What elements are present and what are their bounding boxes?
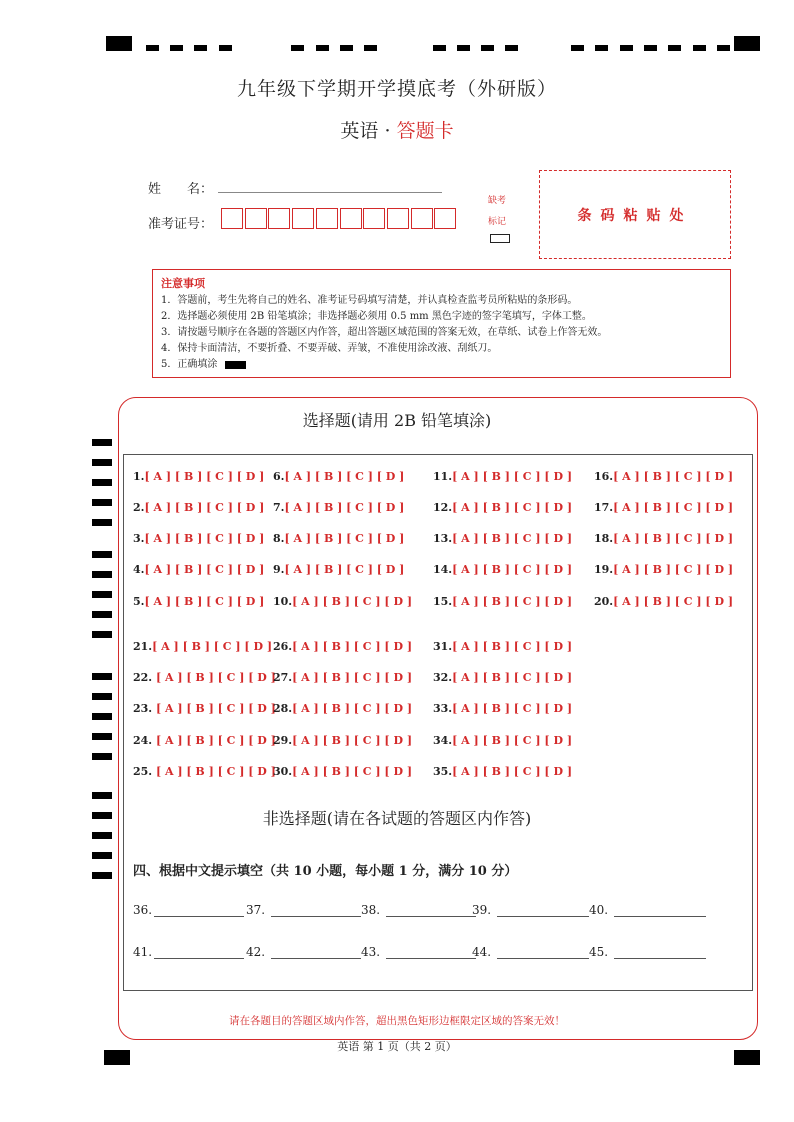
blank-item	[246, 945, 361, 959]
timing-mark	[505, 45, 518, 51]
answer-options[interactable]: [ A ] [ B ] [ C ] [ D ]	[152, 640, 273, 653]
question-number: 2.	[133, 501, 145, 514]
nonchoice-section-title: 非选择题(请在各试题的答题区内作答)	[262, 809, 532, 828]
timing-mark	[194, 45, 207, 51]
answer-options[interactable]: [ A ] [ B ] [ C ] [ D ]	[292, 765, 413, 778]
barcode-label: 条码粘贴处	[577, 207, 693, 224]
exam-id-digit-box[interactable]	[268, 208, 290, 229]
exam-title: 九年级下学期开学摸底考（外研版）	[236, 78, 557, 100]
choice-question[interactable]	[433, 702, 572, 715]
exam-id-label: 准考证号：	[148, 217, 214, 232]
timing-mark	[92, 519, 112, 526]
choice-question[interactable]	[594, 501, 733, 514]
question-number: 18.	[594, 532, 614, 545]
question-number: 24.	[133, 734, 156, 747]
question-number: 33.	[433, 702, 453, 715]
question-number: 3.	[133, 532, 145, 545]
timing-mark	[668, 45, 681, 51]
question-number: 5.	[133, 595, 145, 608]
corner-mark-top-right	[734, 36, 760, 51]
absent-label-2: 标记	[488, 217, 507, 227]
question-number: 34.	[433, 734, 453, 747]
timing-mark	[92, 733, 112, 740]
blank-answer-line[interactable]	[386, 904, 476, 917]
exam-id-digit-box[interactable]	[340, 208, 362, 229]
card-subtitle	[0, 116, 794, 143]
answer-options[interactable]: [ A ] [ B ] [ C ] [ D ]	[284, 563, 405, 576]
choice-question[interactable]	[594, 563, 733, 576]
answer-options[interactable]: [ A ] [ B ] [ C ] [ D ]	[452, 470, 573, 483]
choice-question[interactable]	[273, 470, 404, 483]
choice-question[interactable]	[273, 501, 404, 514]
blank-answer-line[interactable]	[614, 904, 706, 917]
blank-number: 41.	[133, 945, 153, 959]
answer-options[interactable]: [ A ] [ B ] [ C ] [ D ]	[452, 532, 573, 545]
answer-options[interactable]: [ A ] [ B ] [ C ] [ D ]	[144, 595, 265, 608]
answer-options[interactable]: [ A ] [ B ] [ C ] [ D ]	[155, 734, 276, 747]
timing-mark	[620, 45, 633, 51]
notice-item-text: 5．正确填涂	[161, 359, 218, 370]
answer-options[interactable]: [ A ] [ B ] [ C ] [ D ]	[292, 671, 413, 684]
question-number: 20.	[594, 595, 614, 608]
blank-answer-line[interactable]	[497, 904, 589, 917]
answer-options[interactable]: [ A ] [ B ] [ C ] [ D ]	[292, 702, 413, 715]
answer-options[interactable]: [ A ] [ B ] [ C ] [ D ]	[613, 595, 734, 608]
question-number: 26.	[273, 640, 293, 653]
question-number: 25.	[133, 765, 156, 778]
blank-item	[472, 903, 589, 917]
blank-item	[589, 945, 706, 959]
timing-mark	[92, 439, 112, 446]
choice-question[interactable]	[133, 765, 276, 778]
answer-options[interactable]: [ A ] [ B ] [ C ] [ D ]	[613, 532, 734, 545]
timing-mark	[219, 45, 232, 51]
answer-options[interactable]: [ A ] [ B ] [ C ] [ D ]	[452, 563, 573, 576]
boundary-warning: 请在各题目的答题区域内作答，超出黑色矩形边框限定区域的答案无效！	[229, 1015, 565, 1027]
question-number: 22.	[133, 671, 156, 684]
timing-mark	[595, 45, 608, 51]
exam-id-digit-box[interactable]	[221, 208, 243, 229]
choice-question[interactable]	[433, 532, 572, 545]
timing-mark	[146, 45, 159, 51]
blank-answer-line[interactable]	[614, 946, 706, 959]
choice-question[interactable]	[594, 595, 733, 608]
timing-mark	[92, 753, 112, 760]
timing-mark	[316, 45, 329, 51]
answer-options[interactable]: [ A ] [ B ] [ C ] [ D ]	[452, 595, 573, 608]
choice-question[interactable]	[433, 563, 572, 576]
choice-question[interactable]	[133, 470, 264, 483]
timing-mark	[92, 499, 112, 506]
question-number: 15.	[433, 595, 453, 608]
title-dot: ·	[384, 120, 391, 142]
question-number: 4.	[133, 563, 145, 576]
answer-options[interactable]: [ A ] [ B ] [ C ] [ D ]	[144, 532, 265, 545]
blank-item	[361, 945, 476, 959]
blank-item	[589, 903, 706, 917]
blank-number: 39.	[472, 903, 495, 917]
name-label: 姓 名：	[148, 182, 214, 197]
answer-options[interactable]: [ A ] [ B ] [ C ] [ D ]	[452, 702, 573, 715]
choice-question[interactable]	[433, 470, 572, 483]
corner-mark-top-left	[106, 36, 132, 51]
question-number: 1.	[133, 470, 145, 483]
question-number: 31.	[433, 640, 453, 653]
choice-question[interactable]	[273, 532, 404, 545]
answer-options[interactable]: [ A ] [ B ] [ C ] [ D ]	[452, 671, 573, 684]
blank-number: 38.	[361, 903, 384, 917]
notice-item: 3．请按题号顺序在各题的答题区内作答，超出答题区域范围的答案无效，在草纸、试卷上作答无效。	[161, 327, 608, 338]
timing-mark	[92, 551, 112, 558]
barcode-area	[539, 170, 731, 259]
answer-options[interactable]: [ A ] [ B ] [ C ] [ D ]	[144, 470, 265, 483]
choice-question[interactable]	[273, 595, 412, 608]
choice-question[interactable]	[133, 640, 272, 653]
blank-number: 43.	[361, 945, 384, 959]
choice-question[interactable]	[433, 640, 572, 653]
timing-mark	[644, 45, 657, 51]
timing-mark	[92, 611, 112, 618]
answer-options[interactable]: [ A ] [ B ] [ C ] [ D ]	[155, 702, 276, 715]
answer-options[interactable]: [ A ] [ B ] [ C ] [ D ]	[613, 501, 734, 514]
choice-question[interactable]	[133, 734, 276, 747]
answer-options[interactable]: [ A ] [ B ] [ C ] [ D ]	[613, 563, 734, 576]
answer-options[interactable]: [ A ] [ B ] [ C ] [ D ]	[155, 765, 276, 778]
blank-number: 42.	[246, 945, 269, 959]
timing-mark	[92, 459, 112, 466]
question-number: 29.	[273, 734, 293, 747]
question-number: 19.	[594, 563, 614, 576]
exam-id-digit-box[interactable]	[387, 208, 409, 229]
blank-item	[246, 903, 361, 917]
part4-heading: 四、根据中文提示填空（共 10 小题，每小题 1 分，满分 10 分）	[133, 864, 518, 879]
notice-item-correct-fill	[161, 357, 722, 373]
question-number: 32.	[433, 671, 453, 684]
timing-mark	[92, 479, 112, 486]
timing-mark	[571, 45, 584, 51]
blank-number: 36.	[133, 903, 153, 917]
notice-box	[152, 269, 731, 378]
question-number: 21.	[133, 640, 153, 653]
blank-number: 37.	[246, 903, 269, 917]
notice-item: 4．保持卡面清洁，不要折叠、不要弄破、弄皱，不准使用涂改液、刮纸刀。	[161, 343, 498, 354]
question-number: 27.	[273, 671, 293, 684]
subject-label: 英语	[340, 120, 379, 142]
timing-mark	[481, 45, 494, 51]
blank-item	[361, 903, 476, 917]
blank-answer-line[interactable]	[497, 946, 589, 959]
blank-item	[133, 903, 244, 917]
timing-mark	[340, 45, 353, 51]
exam-id-digit-box[interactable]	[292, 208, 314, 229]
question-number: 7.	[273, 501, 285, 514]
question-number: 23.	[133, 702, 156, 715]
timing-mark	[92, 713, 112, 720]
question-number: 35.	[433, 765, 453, 778]
timing-mark	[92, 631, 112, 638]
exam-id-digit-box[interactable]	[316, 208, 338, 229]
timing-mark	[92, 571, 112, 578]
question-number: 6.	[273, 470, 285, 483]
choice-question[interactable]	[594, 532, 733, 545]
answer-options[interactable]: [ A ] [ B ] [ C ] [ D ]	[284, 532, 405, 545]
timing-mark	[291, 45, 304, 51]
blank-answer-line[interactable]	[386, 946, 476, 959]
choice-question[interactable]	[273, 640, 412, 653]
name-input-line[interactable]	[218, 192, 442, 193]
blank-number: 45.	[589, 945, 612, 959]
answer-options[interactable]: [ A ] [ B ] [ C ] [ D ]	[292, 595, 413, 608]
question-number: 16.	[594, 470, 614, 483]
notice-item: 2．选择题必须使用 2B 铅笔填涂；非选择题必须用 0.5 mm 黑色字迹的签字笔填写，字体工整。	[161, 311, 592, 322]
blank-number: 40.	[589, 903, 612, 917]
answer-options[interactable]: [ A ] [ B ] [ C ] [ D ]	[292, 734, 413, 747]
timing-mark	[92, 872, 112, 879]
answer-options[interactable]: [ A ] [ B ] [ C ] [ D ]	[452, 765, 573, 778]
choice-question[interactable]	[133, 595, 264, 608]
choice-question[interactable]	[433, 501, 572, 514]
choice-question[interactable]	[273, 765, 412, 778]
answer-options[interactable]: [ A ] [ B ] [ C ] [ D ]	[452, 640, 573, 653]
answer-options[interactable]: [ A ] [ B ] [ C ] [ D ]	[452, 501, 573, 514]
answer-options[interactable]: [ A ] [ B ] [ C ] [ D ]	[144, 501, 265, 514]
absent-label-1: 缺考	[488, 196, 507, 206]
timing-mark	[364, 45, 377, 51]
choice-question[interactable]	[133, 702, 276, 715]
page-footer: 英语 第 1 页（共 2 页）	[337, 1040, 457, 1053]
timing-mark	[457, 45, 470, 51]
choice-question[interactable]	[273, 563, 404, 576]
choice-question[interactable]	[433, 765, 572, 778]
choice-question[interactable]	[433, 671, 572, 684]
question-number: 12.	[433, 501, 453, 514]
answer-options[interactable]: [ A ] [ B ] [ C ] [ D ]	[613, 470, 734, 483]
absent-mark-box[interactable]	[490, 234, 510, 243]
choice-section-title: 选择题(请用 2B 铅笔填涂)	[302, 411, 492, 430]
timing-mark	[693, 45, 706, 51]
answer-options[interactable]: [ A ] [ B ] [ C ] [ D ]	[452, 734, 573, 747]
timing-mark	[170, 45, 183, 51]
choice-question[interactable]	[594, 470, 733, 483]
question-number: 11.	[433, 470, 453, 483]
answer-options[interactable]: [ A ] [ B ] [ C ] [ D ]	[155, 671, 276, 684]
answer-options[interactable]: [ A ] [ B ] [ C ] [ D ]	[284, 470, 405, 483]
blank-answer-line[interactable]	[271, 904, 361, 917]
timing-mark	[92, 832, 112, 839]
blank-answer-line[interactable]	[271, 946, 361, 959]
timing-mark	[92, 673, 112, 680]
timing-mark	[717, 45, 730, 51]
choice-question[interactable]	[273, 671, 412, 684]
exam-id-digit-box[interactable]	[411, 208, 433, 229]
question-number: 14.	[433, 563, 453, 576]
question-number: 30.	[273, 765, 293, 778]
question-number: 28.	[273, 702, 293, 715]
notice-title: 注意事项	[161, 277, 205, 290]
blank-answer-line[interactable]	[154, 904, 244, 917]
question-number: 17.	[594, 501, 614, 514]
notice-item: 1．答题前，考生先将自己的姓名、准考证号码填写清楚，并认真检查监考员所粘贴的条形码。	[161, 295, 578, 306]
exam-id-digit-box[interactable]	[245, 208, 267, 229]
answer-options[interactable]: [ A ] [ B ] [ C ] [ D ]	[284, 501, 405, 514]
question-number: 10.	[273, 595, 293, 608]
question-number: 13.	[433, 532, 453, 545]
choice-question[interactable]	[133, 532, 264, 545]
blank-item	[472, 945, 589, 959]
question-number: 8.	[273, 532, 285, 545]
timing-mark	[92, 852, 112, 859]
choice-question[interactable]	[133, 563, 264, 576]
answer-options[interactable]: [ A ] [ B ] [ C ] [ D ]	[144, 563, 265, 576]
choice-question[interactable]	[273, 734, 412, 747]
timing-mark	[92, 792, 112, 799]
answer-options[interactable]: [ A ] [ B ] [ C ] [ D ]	[292, 640, 413, 653]
choice-question[interactable]	[433, 734, 572, 747]
choice-question[interactable]	[133, 501, 264, 514]
choice-question[interactable]	[273, 702, 412, 715]
timing-mark	[92, 591, 112, 598]
choice-question[interactable]	[433, 595, 572, 608]
exam-id-digit-box[interactable]	[434, 208, 456, 229]
choice-question[interactable]	[133, 671, 276, 684]
timing-mark	[433, 45, 446, 51]
question-number: 9.	[273, 563, 285, 576]
correct-fill-sample	[225, 361, 246, 369]
exam-id-digit-box[interactable]	[363, 208, 385, 229]
blank-answer-line[interactable]	[154, 946, 244, 959]
blank-number: 44.	[472, 945, 495, 959]
card-name: 答题卡	[396, 120, 454, 142]
timing-mark	[92, 693, 112, 700]
blank-item	[133, 945, 244, 959]
